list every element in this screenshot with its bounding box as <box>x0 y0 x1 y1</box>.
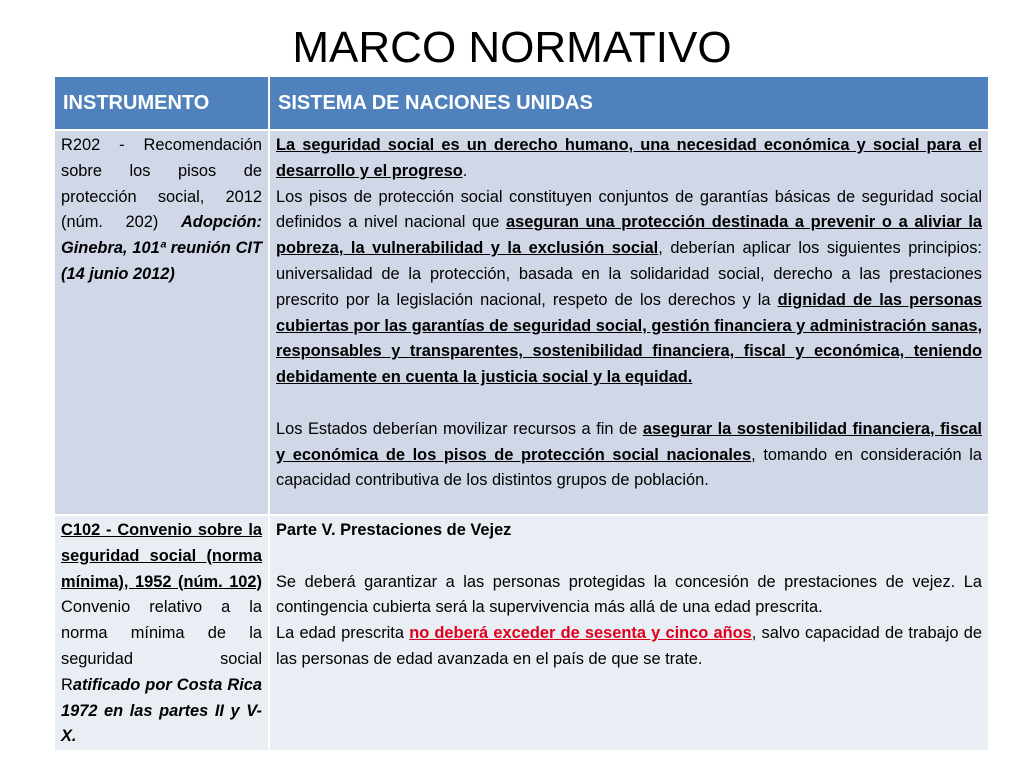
header-instrumento: INSTRUMENTO <box>54 76 269 130</box>
spacer <box>276 391 982 417</box>
table-header-row <box>54 76 989 130</box>
instrument-ratification: atificado por Costa Rica 1972 en las partes II y V-X. <box>61 675 262 746</box>
paragraph-end: . <box>462 161 468 180</box>
bold-underlined-text: asegurar la sostenibilidad financiera, fiscal y económica de los pisos de protección social nacionales <box>276 419 982 464</box>
section-heading: Parte V. Prestaciones de Vejez <box>276 521 512 539</box>
table-row <box>54 130 989 515</box>
instrument-cell-c102 <box>54 515 269 751</box>
instrument-description: Convenio relativo a la norma mínima de la seguridad social R <box>61 598 262 694</box>
bold-underlined-text: La seguridad social es un derecho humano, una necesidad económica y social para el desarrollo y el progreso <box>276 136 982 180</box>
bold-underlined-text: dignidad de las personas cubiertas por las garantías de seguridad social, gestión financiera y administración sanas, responsables y transparentes, sostenibilidad financiera, fiscal y económica, teniendo debidamente en cuenta la justicia social y la equidad. <box>276 290 982 387</box>
header-sistema: SISTEMA DE NACIONES UNIDAS <box>269 76 989 130</box>
slide-title: MARCO NORMATIVO <box>292 23 732 72</box>
highlighted-red-text: no deberá exceder de sesenta y cinco años <box>409 624 752 643</box>
instrument-name: C102 - Convenio sobre la seguridad social (norma mínima), 1952 (núm. 102) <box>61 521 262 591</box>
content-paragraph <box>276 621 982 673</box>
spacer <box>276 544 982 570</box>
plain-text: La edad prescrita <box>276 624 410 643</box>
plain-text: Los Estados deberían movilizar recursos a fin de <box>276 419 643 438</box>
plain-text: Los pisos de protección social constituyen conjuntos de garantías básicas de seguridad social definidos a nivel nacional que <box>276 187 982 232</box>
plain-text: , tomando en consideración la capacidad contributiva de los distintos grupos de población. <box>276 445 982 490</box>
content-paragraph <box>276 417 982 494</box>
normative-table <box>53 75 990 752</box>
content-cell-r202 <box>269 130 989 515</box>
table-row <box>54 515 989 751</box>
plain-text: , salvo capacidad de trabajo de las personas de edad avanzada en el país de que se trate. <box>276 624 982 668</box>
instrument-cell-r202 <box>54 130 269 515</box>
content-cell-c102 <box>269 515 989 751</box>
content-paragraph <box>276 185 982 391</box>
plain-text: , deberían aplicar los siguientes principios: universalidad de la protección, basada en la solidaridad social, derecho a las prestaciones prescrito por la legislación nacional, respeto de los derechos y la <box>276 239 982 309</box>
instrument-name: R202 - Recomendación sobre los pisos de protección social, 2012 (núm. 202) <box>61 136 262 232</box>
bold-underlined-text: aseguran una protección destinada a prevenir o a aliviar la pobreza, la vulnerabilidad y la exclusión social <box>276 213 983 258</box>
content-paragraph: Se deberá garantizar a las personas protegidas la concesión de prestaciones de vejez. La contingencia cubierta será la supervivencia más allá de una edad prescrita. <box>276 572 982 617</box>
content-paragraph <box>276 133 982 185</box>
instrument-adoption: Adopción: Ginebra, 101ª reunión CIT (14 junio 2012) <box>61 213 262 283</box>
